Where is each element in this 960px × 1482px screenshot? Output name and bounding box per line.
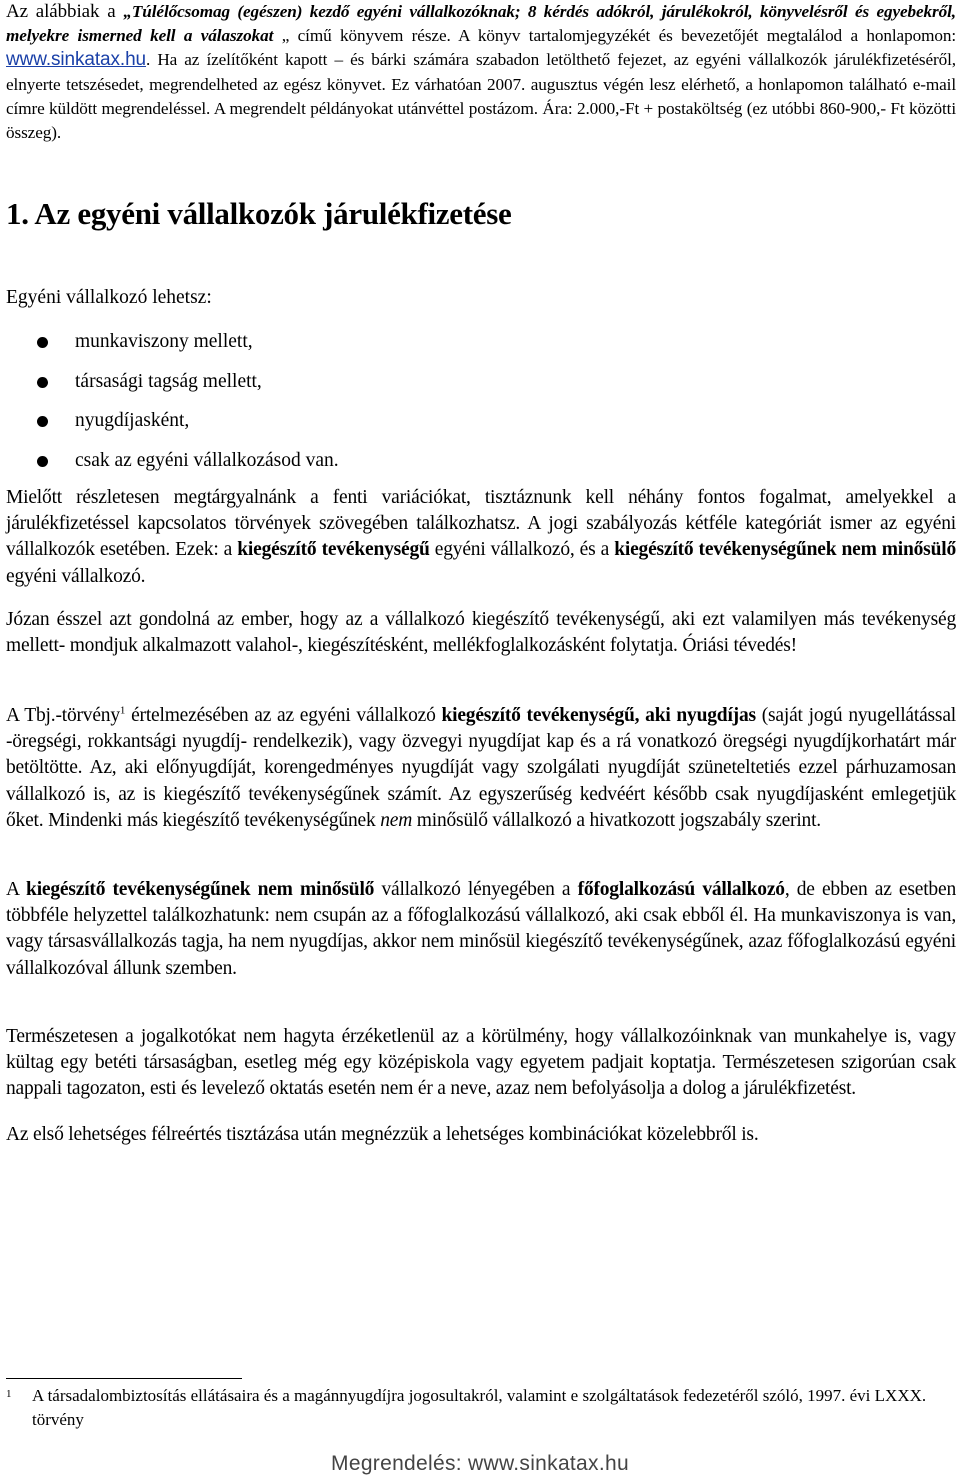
- bullet-icon: [37, 456, 48, 467]
- intro-text-continued: . Ha az ízelítőként kapott – és bárki számára szabadon letölthető fejezet, az egyéni vállalkozók járulékfizetéséről, elnyerte tetszésedet, megrendelheted az egész könyvet. Ez várhatóan 2007. augusztus végén lesz elérhető, a honlapomon található e-mail címre küldött megrendeléssel. A megrendelt példányokat utánvéttel postázom. Ára: 2.000,-Ft + postaköltség (ez utóbbi 860-900,- Ft közötti összeg).: [6, 50, 956, 143]
- book-title: „Túlélőcsomag (egészen) kezdő egyéni vállalkozóknak; 8 kérdés adókról, járulékokról, könyvelésről és egyebekről, melyekre ismerned kell a válaszokat: [6, 2, 957, 46]
- intro-text: „ című könyvem része. A könyv tartalomjegyzékét és bevezetőjét megtalálod a honlapomon:: [273, 26, 956, 46]
- footnote-ref: 1: [119, 704, 126, 717]
- list-item: munkaviszony mellett,: [0, 322, 339, 362]
- footnote-divider: [6, 1378, 242, 1379]
- list-item: nyugdíjasként,: [0, 401, 339, 441]
- footnote: [6, 1384, 946, 1432]
- list-lead: Egyéni vállalkozó lehetsz:: [6, 287, 212, 308]
- bullet-icon: [37, 377, 48, 388]
- footnote-number: 1: [6, 1388, 12, 1400]
- bullet-icon: [37, 416, 48, 427]
- paragraph-2: Józan ésszel azt gondolná az ember, hogy az a vállalkozó kiegészítő tevékenységű, aki ezt valamilyen más tevékenység mellett- mondjuk alkalmazott valahol-, kiegészítésként, mellékfoglalkozásként folytatja. Óriási tévedés!: [6, 609, 956, 657]
- footnote-text: A társadalombiztosítás ellátásaira és a magánnyugdíjra jogosultakról, valamint e szolgáltatások fedezetéről szóló, 1997. évi LXXX. törvény: [32, 1386, 927, 1429]
- intro-lead-text: Az alábbiak a: [6, 1, 124, 22]
- website-link[interactable]: www.sinkatax.hu: [6, 49, 147, 71]
- chapter-heading: 1. Az egyéni vállalkozók járulékfizetése: [6, 196, 512, 231]
- bullet-icon: [37, 337, 48, 348]
- list-item: csak az egyéni vállalkozásod van.: [0, 441, 339, 481]
- paragraph-4: A kiegészítő tevékenységűnek nem minősülő vállalkozó lényegében a főfoglalkozású vállalkozó, de ebben az esetben többféle helyzettel találkozhatunk: nem csupán az a főfoglalkozású vállalkozó, aki csak ebből él. Ha munkaviszonya is van, vagy társasvállalkozás tagja, ha nem nyugdíjas, akkor nem minősül kiegészítő tevékenységűnek, azaz főfoglalkozású egyéni vállalkozóval állunk szemben.: [6, 879, 956, 979]
- list-item: társasági tagság mellett,: [0, 362, 339, 402]
- bullet-list: [0, 322, 339, 480]
- paragraph-5: Természetesen a jogalkotókat nem hagyta érzéketlenül az a körülmény, hogy vállalkozóinknak van munkahelye is, vagy kültag egy betéti társaságban, esetleg még egy középiskola vagy egyetem padjait koptatja. Természetesen szigorúan csak nappali tagozaton, esti és levelező oktatás esetén nem ér a neve, azaz nem befolyásolja a dolog a járulékfizetést.: [6, 1026, 956, 1100]
- paragraph-3: A Tbj.-törvény$^1$ értelmezésében az az egyéni vállalkozó kiegészítő tevékenységű, aki nyugdíjas (saját jogú nyugellátással -öregségi, rokkantsági nyugdíj- rendelkezik), vagy özvegyi nyugdíjat kap és a rá vonatkozó öregségi nyugdíjkorhatárt már betöltötte. Az, aki előnyugdíját, korengedményes nyugdíját vagy szolgálati nyugdíját szüneteltetiés ezzel párhuzamosan vállalkozó is, az is kiegészítő tevékenységűnek számít. Az egyszerűség kedvéért később csak nyugdíjasként emlegetjük őket. Mindenki más kiegészítő tevékenységűnek nem minősülő vállalkozó a hivatkozott jogszabály szerint.: [6, 704, 956, 831]
- paragraph-1: Mielőtt részletesen megtárgyalnánk a fenti variációkat, tisztáznunk kell néhány fontos fogalmat, amelyekkel a járulékfizetéssel kapcsolatos törvények szövegében találkozhatsz. A jogi szabályozás kétféle kategóriát ismer az egyéni vállalkozók esetében. Ezek: a kiegészítő tevékenységű egyéni vállalkozó, és a kiegészítő tevékenységűnek nem minősülő egyéni vállalkozó.: [6, 487, 956, 587]
- paragraph-6: Az első lehetséges félreértés tisztázása után megnézzük a lehetséges kombinációkat közelebbről is.: [6, 1124, 759, 1145]
- intro-paragraph: [6, 0, 956, 145]
- page-footer: Megrendelés: www.sinkatax.hu: [331, 1452, 629, 1475]
